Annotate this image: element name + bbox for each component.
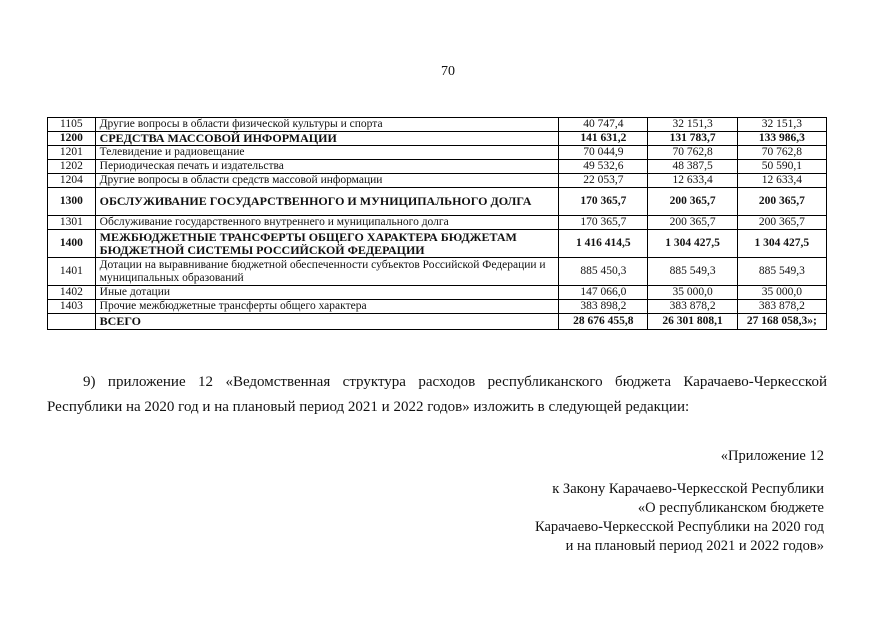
row-name: ВСЕГО [95, 314, 559, 330]
row-name: Другие вопросы в области физической культуры и спорта [95, 118, 559, 132]
row-value-2022: 27 168 058,3»; [737, 314, 826, 330]
row-value-2021: 12 633,4 [648, 174, 737, 188]
row-value-2021: 48 387,5 [648, 160, 737, 174]
table-row [48, 314, 827, 330]
row-value-2022: 12 633,4 [737, 174, 826, 188]
table-row [48, 258, 827, 286]
row-name: ОБСЛУЖИВАНИЕ ГОСУДАРСТВЕННОГО И МУНИЦИПАЛЬНОГО ДОЛГА [95, 188, 559, 216]
row-value-2021: 200 365,7 [648, 188, 737, 216]
appendix-line: Карачаево-Черкесской Республики на 2020 год [534, 519, 824, 535]
row-name: Периодическая печать и издательства [95, 160, 559, 174]
row-code: 1402 [48, 286, 96, 300]
row-value-2021: 26 301 808,1 [648, 314, 737, 330]
table-row [48, 300, 827, 314]
row-code: 1204 [48, 174, 96, 188]
row-value-2022: 383 878,2 [737, 300, 826, 314]
row-value-2022: 70 762,8 [737, 146, 826, 160]
table-row [48, 146, 827, 160]
row-value-2022: 35 000,0 [737, 286, 826, 300]
table-row [48, 132, 827, 146]
row-value-2022: 1 304 427,5 [737, 230, 826, 258]
row-name: Прочие межбюджетные трансферты общего характера [95, 300, 559, 314]
row-name: МЕЖБЮДЖЕТНЫЕ ТРАНСФЕРТЫ ОБЩЕГО ХАРАКТЕРА БЮДЖЕТАМ БЮДЖЕТНОЙ СИСТЕМЫ РОССИЙСКОЙ ФЕДЕРАЦИИ [95, 230, 559, 258]
row-value-2022: 885 549,3 [737, 258, 826, 286]
row-name: СРЕДСТВА МАССОВОЙ ИНФОРМАЦИИ [95, 132, 559, 146]
table-row [48, 230, 827, 258]
row-code: 1403 [48, 300, 96, 314]
budget-table [47, 117, 827, 330]
row-value-2020: 70 044,9 [559, 146, 648, 160]
row-value-2020: 28 676 455,8 [559, 314, 648, 330]
row-value-2020: 22 053,7 [559, 174, 648, 188]
row-value-2020: 885 450,3 [559, 258, 648, 286]
row-value-2020: 141 631,2 [559, 132, 648, 146]
row-name: Обслуживание государственного внутреннего и муниципального долга [95, 216, 559, 230]
row-value-2021: 131 783,7 [648, 132, 737, 146]
row-name: Дотации на выравнивание бюджетной обеспеченности субъектов Российской Федерации и муниципальных образований [95, 258, 559, 286]
row-code: 1201 [48, 146, 96, 160]
table-row [48, 216, 827, 230]
table-row [48, 174, 827, 188]
amendment-paragraph [47, 370, 827, 420]
row-value-2021: 885 549,3 [648, 258, 737, 286]
budget-table-body [48, 118, 827, 330]
row-value-2021: 200 365,7 [648, 216, 737, 230]
appendix-line: и на плановый период 2021 и 2022 годов» [565, 538, 824, 554]
amendment-text: 9) приложение 12 «Ведомственная структура расходов республиканского бюджета Карачаево-Черкесской Республики на 2020 год и на плановый период 2021 и 2022 годов» изложить в следующей редакции: [47, 374, 827, 415]
table-row [48, 188, 827, 216]
row-value-2020: 147 066,0 [559, 286, 648, 300]
row-code: 1202 [48, 160, 96, 174]
table-row [48, 160, 827, 174]
table-row [48, 118, 827, 132]
row-code: 1300 [48, 188, 96, 216]
row-value-2022: 200 365,7 [737, 188, 826, 216]
row-value-2021: 70 762,8 [648, 146, 737, 160]
row-value-2022: 133 986,3 [737, 132, 826, 146]
row-code: 1301 [48, 216, 96, 230]
row-value-2021: 35 000,0 [648, 286, 737, 300]
row-value-2022: 200 365,7 [737, 216, 826, 230]
row-name: Другие вопросы в области средств массовой информации [95, 174, 559, 188]
row-value-2020: 170 365,7 [559, 216, 648, 230]
appendix-title: «Приложение 12 [720, 448, 824, 464]
table-row [48, 286, 827, 300]
row-code: 1401 [48, 258, 96, 286]
row-code: 1105 [48, 118, 96, 132]
row-value-2022: 50 590,1 [737, 160, 826, 174]
row-value-2021: 1 304 427,5 [648, 230, 737, 258]
row-value-2022: 32 151,3 [737, 118, 826, 132]
row-value-2021: 32 151,3 [648, 118, 737, 132]
row-value-2020: 1 416 414,5 [559, 230, 648, 258]
row-value-2021: 383 878,2 [648, 300, 737, 314]
appendix-line: «О республиканском бюджете [637, 500, 824, 516]
page-number: 70 [441, 64, 455, 79]
appendix-line: к Закону Карачаево-Черкесской Республики [552, 481, 824, 497]
row-value-2020: 40 747,4 [559, 118, 648, 132]
appendix-heading [535, 480, 824, 556]
row-value-2020: 49 532,6 [559, 160, 648, 174]
row-code [48, 314, 96, 330]
row-code: 1400 [48, 230, 96, 258]
row-code: 1200 [48, 132, 96, 146]
row-name: Телевидение и радиовещание [95, 146, 559, 160]
row-value-2020: 383 898,2 [559, 300, 648, 314]
row-name: Иные дотации [95, 286, 559, 300]
row-value-2020: 170 365,7 [559, 188, 648, 216]
